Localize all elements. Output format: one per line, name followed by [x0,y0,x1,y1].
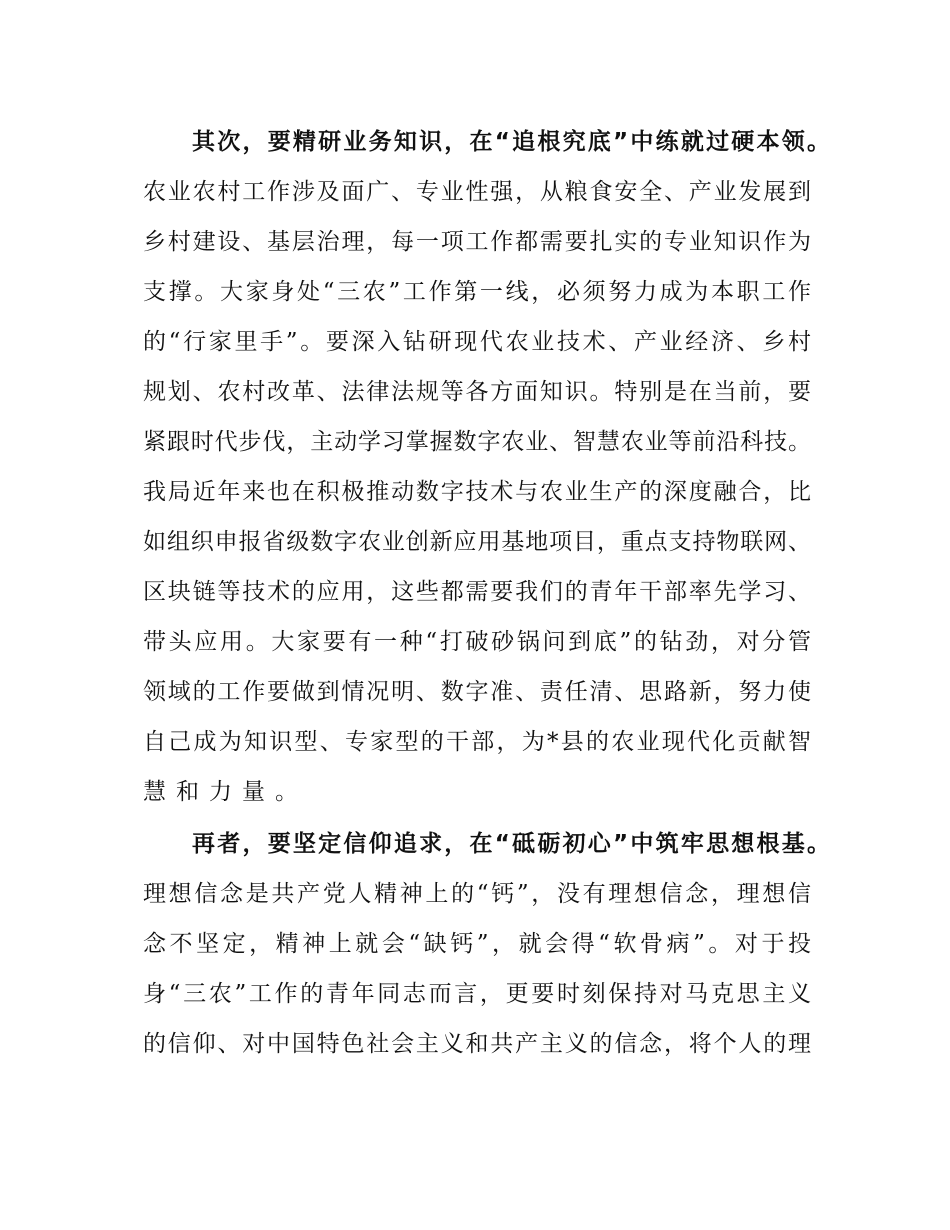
paragraph-line: 如组织申报省级数字农业创新应用基地项目，重点支持物联网、 [143,529,811,555]
paragraph-line: 区块链等技术的应用，这些都需要我们的青年干部率先学习、 [143,579,811,605]
paragraph-line: 农业农村工作涉及面广、专业性强，从粮食安全、产业发展到 [143,179,811,205]
paragraph-line: 乡村建设、基层治理，每一项工作都需要扎实的专业知识作为 [143,229,811,255]
paragraph-line: 念不坚定，精神上就会“缺钙”，就会得“软骨病”。对于投 [143,931,811,957]
paragraph-line: 支撑。大家身处“三农”工作第一线，必须努力成为本职工作 [143,279,811,305]
paragraph-line: 自己成为知识型、专家型的干部，为*县的农业现代化贡献智 [143,729,811,755]
paragraph-line: 慧和力量。 [143,779,308,805]
paragraph-line: 带头应用。大家要有一种“打破砂锅问到底”的钻劲，对分管 [143,629,811,655]
paragraph-line: 领域的工作要做到情况明、数字准、责任清、思路新，努力使 [143,679,811,705]
paragraph-line: 身“三农”工作的青年同志而言，更要时刻保持对马克思主义 [143,981,811,1007]
paragraph-line: 理想信念是共产党人精神上的“钙”，没有理想信念，理想信 [143,881,811,907]
paragraph-line: 我局近年来也在积极推动数字技术与农业生产的深度融合，比 [143,479,811,505]
section-heading: 再者，要坚定信仰追求，在“砥砺初心”中筑牢思想根基。 [192,831,830,857]
paragraph-line: 规划、农村改革、法律法规等各方面知识。特别是在当前，要 [143,379,811,405]
section-heading: 其次，要精研业务知识，在“追根究底”中练就过硬本领。 [192,129,830,155]
paragraph-line: 的信仰、对中国特色社会主义和共产主义的信念，将个人的理 [143,1031,811,1057]
paragraph-line: 紧跟时代步伐，主动学习掌握数字农业、智慧农业等前沿科技。 [143,429,811,455]
paragraph-line: 的“行家里手”。要深入钻研现代农业技术、产业经济、乡村 [143,329,811,355]
